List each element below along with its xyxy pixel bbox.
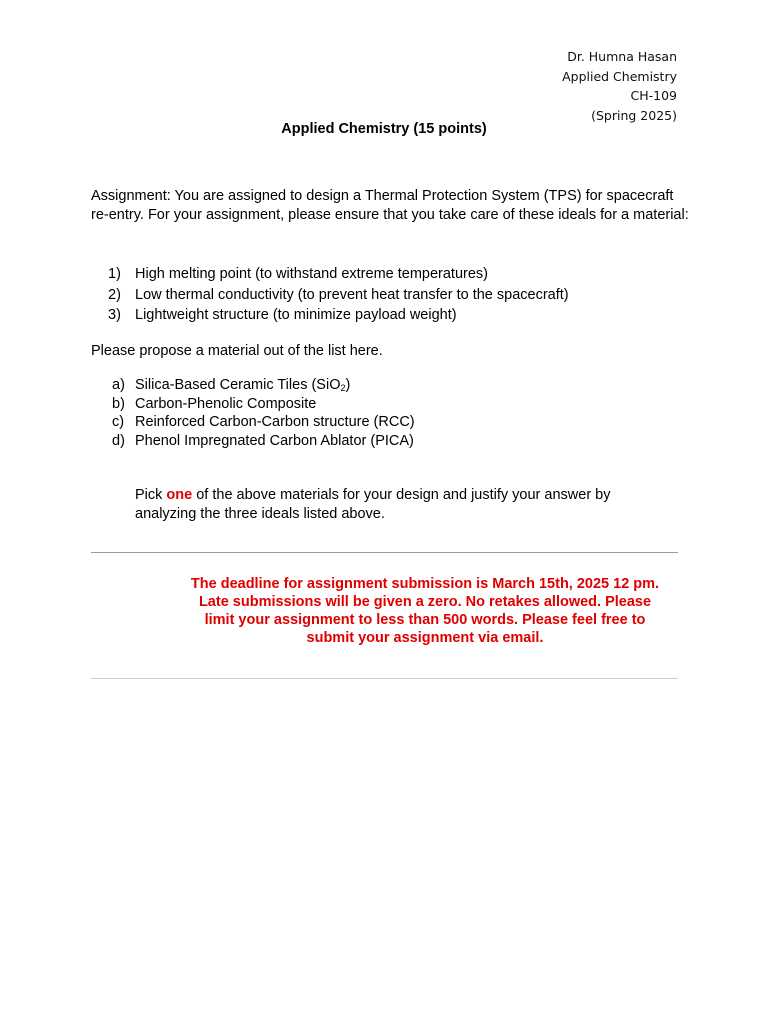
material-item	[112, 376, 415, 395]
ideal-item	[108, 305, 569, 326]
ideals-list	[108, 264, 569, 326]
deadline-line: submit your assignment via email.	[306, 630, 544, 646]
subscript: 2	[340, 383, 346, 393]
ideal-item	[108, 264, 569, 285]
document-header	[562, 47, 677, 125]
deadline-line: Late submissions will be given a zero. No retakes allowed. Please	[198, 594, 652, 610]
list-marker: d)	[112, 432, 125, 449]
material-text: Carbon-Phenolic Composite	[135, 395, 317, 412]
page-title: Applied Chemistry (15 points)	[281, 121, 487, 137]
list-marker: c)	[112, 414, 125, 430]
list-marker: 1)	[108, 266, 121, 282]
material-text: Phenol Impregnated Carbon Ablator (PICA)	[135, 432, 414, 449]
pick-instruction	[135, 486, 655, 523]
list-marker: 2)	[108, 286, 121, 303]
list-marker: b)	[112, 395, 125, 412]
material-text: Reinforced Carbon-Carbon structure (RCC)	[135, 414, 415, 430]
material-item	[112, 395, 415, 414]
pick-text-after: of the above materials for your design and justify your answer by analyzing the three ideals listed above.	[135, 487, 611, 522]
propose-instruction: Please propose a material out of the list here.	[91, 343, 383, 359]
divider	[91, 552, 678, 553]
ideal-item	[108, 285, 569, 306]
pick-emphasis: one	[166, 487, 193, 503]
ideal-text: Lightweight structure (to minimize payload weight)	[135, 307, 457, 323]
material-item	[112, 413, 415, 432]
deadline-notice	[160, 575, 690, 647]
instructor-name: Dr. Humna Hasan	[567, 49, 677, 64]
material-suffix: )	[345, 377, 351, 393]
term-label: (Spring 2025)	[591, 107, 677, 123]
ideal-text: High melting point (to withstand extreme temperatures)	[135, 266, 488, 282]
assignment-intro: Assignment: You are assigned to design a Thermal Protection System (TPS) for spacecraft re-entry. For your assignment, please ensure that you take care of these ideals for a material:	[91, 188, 689, 223]
material-text: Silica-Based Ceramic Tiles (SiO	[135, 377, 341, 393]
course-code: CH-109	[630, 88, 677, 103]
deadline-line: The deadline for assignment submission is March 15th, 2025 12 pm.	[190, 576, 660, 592]
divider	[91, 678, 678, 679]
ideal-text: Low thermal conductivity (to prevent heat transfer to the spacecraft)	[135, 286, 569, 303]
deadline-line: limit your assignment to less than 500 words. Please feel free to	[204, 612, 646, 628]
list-marker: 3)	[108, 307, 121, 323]
pick-text-before: Pick	[135, 487, 167, 503]
materials-list	[112, 376, 415, 450]
list-marker: a)	[112, 377, 125, 393]
material-item	[112, 432, 415, 451]
department-name: Applied Chemistry	[562, 68, 677, 84]
